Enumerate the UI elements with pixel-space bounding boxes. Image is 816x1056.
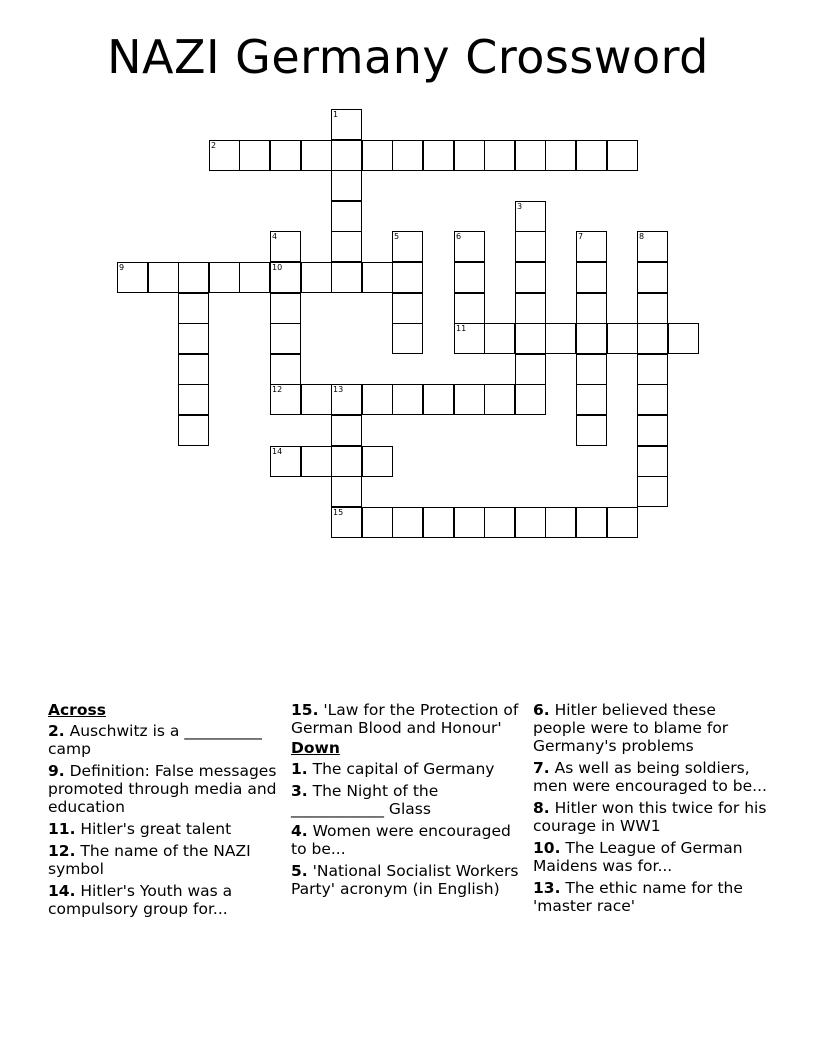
grid-cell[interactable] <box>239 140 270 171</box>
grid-cell[interactable] <box>239 262 270 293</box>
grid-cell[interactable] <box>545 140 576 171</box>
clue-item-number: 12. <box>48 842 76 860</box>
grid-cell[interactable] <box>484 384 515 415</box>
grid-cell[interactable] <box>637 354 668 385</box>
grid-cell[interactable] <box>178 384 209 415</box>
clue-item <box>48 820 284 838</box>
grid-cell[interactable] <box>454 262 485 293</box>
grid-cell[interactable] <box>178 262 209 293</box>
clue-item-number: 1. <box>291 760 308 778</box>
clue-number: 14 <box>272 447 283 456</box>
grid-cell[interactable] <box>331 507 362 538</box>
clue-number: 15 <box>333 508 344 517</box>
clue-item <box>291 701 527 737</box>
grid-cell[interactable] <box>331 262 362 293</box>
clue-item <box>48 722 284 758</box>
grid-cell[interactable] <box>270 384 301 415</box>
clue-number: 7 <box>578 232 584 241</box>
grid-cell[interactable] <box>392 262 423 293</box>
clue-item-text: The League of German Maidens was for... <box>533 839 743 875</box>
grid-cell[interactable] <box>392 323 423 354</box>
grid-cell[interactable] <box>454 323 485 354</box>
clue-number: 5 <box>394 232 400 241</box>
grid-cell[interactable] <box>331 384 362 415</box>
clues-column-2 <box>291 701 527 902</box>
clue-item <box>48 882 284 918</box>
grid-cell[interactable] <box>637 446 668 477</box>
clue-item-number: 5. <box>291 862 308 880</box>
clue-item-number: 15. <box>291 701 319 719</box>
clue-item-text: Hitler believed these people were to blame for Germany's problems <box>533 701 729 755</box>
clue-number: 6 <box>456 232 462 241</box>
grid-cell[interactable] <box>270 323 301 354</box>
grid-cell[interactable] <box>484 323 515 354</box>
clue-item-number: 6. <box>533 701 550 719</box>
clue-number: 11 <box>456 324 467 333</box>
grid-cell[interactable] <box>178 354 209 385</box>
clues-column-3 <box>533 701 769 919</box>
grid-cell[interactable] <box>362 384 393 415</box>
clue-item <box>533 701 769 755</box>
clue-number: 12 <box>272 385 283 394</box>
clue-item-number: 7. <box>533 759 550 777</box>
clue-item <box>291 822 527 858</box>
grid-cell[interactable] <box>576 354 607 385</box>
clue-item <box>533 759 769 795</box>
grid-cell[interactable] <box>392 231 423 262</box>
grid-cell[interactable] <box>637 476 668 507</box>
grid-cell[interactable] <box>178 323 209 354</box>
grid-cell[interactable] <box>576 231 607 262</box>
grid-cell[interactable] <box>270 262 301 293</box>
clue-item-number: 11. <box>48 820 76 838</box>
clue-item-text: Hitler's Youth was a compulsory group for... <box>48 882 233 918</box>
grid-cell[interactable] <box>637 384 668 415</box>
grid-cell[interactable] <box>331 170 362 201</box>
grid-cell[interactable] <box>668 323 699 354</box>
grid-cell[interactable] <box>515 384 546 415</box>
grid-cell[interactable] <box>576 293 607 324</box>
clue-item <box>291 760 527 778</box>
clue-item-text: 'National Socialist Workers Party' acronym (in English) <box>291 862 519 898</box>
grid-cell[interactable] <box>607 507 638 538</box>
grid-cell[interactable] <box>515 293 546 324</box>
clue-item-number: 3. <box>291 782 308 800</box>
grid-cell[interactable] <box>545 507 576 538</box>
grid-cell[interactable] <box>515 354 546 385</box>
page-title: NAZI Germany Crossword <box>107 30 709 84</box>
clue-item-text: Hitler won this twice for his courage in WW1 <box>533 799 767 835</box>
clue-item <box>48 762 284 816</box>
grid-cell[interactable] <box>362 140 393 171</box>
grid-cell[interactable] <box>148 262 179 293</box>
across-clues-continued <box>291 701 527 737</box>
grid-cell[interactable] <box>270 446 301 477</box>
grid-cell[interactable] <box>576 415 607 446</box>
clue-item-text: As well as being soldiers, men were encouraged to be... <box>533 759 767 795</box>
grid-cell[interactable] <box>331 140 362 171</box>
grid-cell[interactable] <box>362 446 393 477</box>
clue-item-text: The Night of the ____________ Glass <box>291 782 439 818</box>
grid-cell[interactable] <box>301 140 332 171</box>
clue-item-text: Women were encouraged to be... <box>291 822 511 858</box>
grid-cell[interactable] <box>545 323 576 354</box>
grid-cell[interactable] <box>392 140 423 171</box>
grid-cell[interactable] <box>637 262 668 293</box>
clue-item-text: The name of the NAZI symbol <box>48 842 251 878</box>
grid-cell[interactable] <box>178 293 209 324</box>
grid-cell[interactable] <box>301 446 332 477</box>
grid-cell[interactable] <box>515 140 546 171</box>
grid-cell[interactable] <box>331 201 362 232</box>
grid-cell[interactable] <box>331 476 362 507</box>
clue-item-number: 2. <box>48 722 65 740</box>
grid-cell[interactable] <box>331 415 362 446</box>
grid-cell[interactable] <box>454 293 485 324</box>
grid-cell[interactable] <box>576 507 607 538</box>
clue-number: 2 <box>211 141 217 150</box>
clue-item-text: Auschwitz is a __________ camp <box>48 722 262 758</box>
grid-cell[interactable] <box>392 507 423 538</box>
grid-cell[interactable] <box>331 231 362 262</box>
clue-item-number: 4. <box>291 822 308 840</box>
clue-item <box>48 842 284 878</box>
clue-number: 8 <box>639 232 645 241</box>
grid-cell[interactable] <box>362 507 393 538</box>
grid-cell[interactable] <box>270 354 301 385</box>
clue-item <box>291 862 527 898</box>
grid-cell[interactable] <box>454 384 485 415</box>
grid-cell[interactable] <box>576 323 607 354</box>
grid-cell[interactable] <box>270 231 301 262</box>
grid-cell[interactable] <box>301 384 332 415</box>
clue-item-number: 13. <box>533 879 561 897</box>
grid-cell[interactable] <box>637 293 668 324</box>
grid-cell[interactable] <box>515 507 546 538</box>
grid-cell[interactable] <box>392 384 423 415</box>
clue-item-number: 14. <box>48 882 76 900</box>
grid-cell[interactable] <box>362 262 393 293</box>
clue-number: 9 <box>119 263 125 272</box>
grid-cell[interactable] <box>209 140 240 171</box>
grid-cell[interactable] <box>331 109 362 140</box>
grid-cell[interactable] <box>484 140 515 171</box>
clue-number: 10 <box>272 263 283 272</box>
grid-cell[interactable] <box>301 262 332 293</box>
clue-item <box>533 799 769 835</box>
grid-cell[interactable] <box>515 201 546 232</box>
grid-cell[interactable] <box>515 231 546 262</box>
clue-item-number: 8. <box>533 799 550 817</box>
grid-cell[interactable] <box>331 446 362 477</box>
clue-item <box>533 879 769 915</box>
grid-cell[interactable] <box>484 507 515 538</box>
grid-cell[interactable] <box>637 323 668 354</box>
grid-cell[interactable] <box>270 293 301 324</box>
clue-number: 1 <box>333 110 339 119</box>
clue-number: 4 <box>272 232 278 241</box>
clue-number: 3 <box>517 202 523 211</box>
grid-cell[interactable] <box>607 140 638 171</box>
grid-cell[interactable] <box>454 507 485 538</box>
grid-cell[interactable] <box>423 140 454 171</box>
grid-cell[interactable] <box>454 140 485 171</box>
clue-item-number: 10. <box>533 839 561 857</box>
clues-column-1 <box>48 701 284 922</box>
grid-cell[interactable] <box>392 293 423 324</box>
clue-number: 13 <box>333 385 344 394</box>
grid-cell[interactable] <box>515 262 546 293</box>
clue-item-text: Hitler's great talent <box>80 820 232 838</box>
grid-cell[interactable] <box>209 262 240 293</box>
across-heading: Across <box>48 701 106 719</box>
grid-cell[interactable] <box>515 323 546 354</box>
down-clues <box>291 760 527 898</box>
grid-cell[interactable] <box>423 384 454 415</box>
grid-cell[interactable] <box>454 231 485 262</box>
clue-item-text: Definition: False messages promoted through media and education <box>48 762 277 816</box>
grid-cell[interactable] <box>178 415 209 446</box>
grid-cell[interactable] <box>637 415 668 446</box>
clue-item-text: 'Law for the Protection of German Blood and Honour' <box>291 701 519 737</box>
clue-item <box>291 782 527 818</box>
grid-cell[interactable] <box>576 262 607 293</box>
grid-cell[interactable] <box>423 507 454 538</box>
grid-cell[interactable] <box>607 323 638 354</box>
down-heading: Down <box>291 739 340 757</box>
clue-item-text: The ethic name for the 'master race' <box>533 879 743 915</box>
grid-cell[interactable] <box>576 384 607 415</box>
grid-cell[interactable] <box>576 140 607 171</box>
clue-item <box>533 839 769 875</box>
grid-cell[interactable] <box>117 262 148 293</box>
clue-item-number: 9. <box>48 762 65 780</box>
grid-cell[interactable] <box>270 140 301 171</box>
grid-cell[interactable] <box>637 231 668 262</box>
clue-item-text: The capital of Germany <box>312 760 495 778</box>
